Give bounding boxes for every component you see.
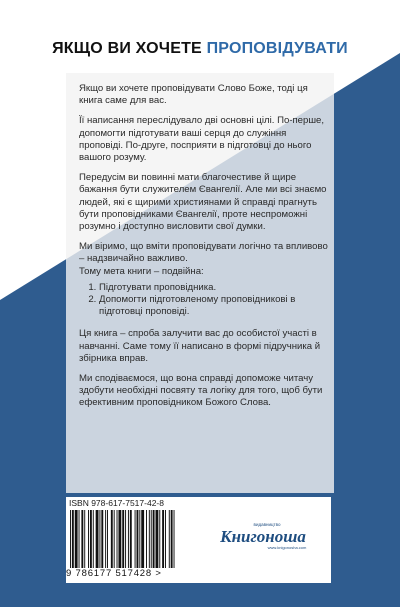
paragraph-purpose: Тому мета книги – подвійна: xyxy=(79,265,204,277)
paragraph-desire: Передусім ви повинні мати благочестиве й щире бажання бути служителем Євангелії. Але ми всі знаємо людей, які є щирими християнами й справді прагнуть бути проповідниками Євангелії, проте неспроможні розумно і доступно висловити свої думки. xyxy=(79,172,327,233)
cover-title xyxy=(0,40,400,58)
paragraph-intro: Якщо ви хочете проповідувати Слово Боже, тоді ця книга саме для вас. xyxy=(79,83,308,107)
description-text xyxy=(79,83,329,418)
isbn-label: ISBN 978-617-7517-42-8 xyxy=(69,498,164,508)
paragraph-importance: Ми віримо, що вміти проповідувати логічно та впливово – надзвичайно важливо. xyxy=(79,241,328,265)
publisher-tagline: видавництво xyxy=(253,522,281,527)
title-part-2: ПРОПОВІДУВАТИ xyxy=(206,40,348,57)
paragraph-hope: Ми сподіваємося, що вона справді допоможе читачу здобути необхідні посвяту та логіку для того, щоб бути ефективним проповідником Божого Слова. xyxy=(79,373,323,409)
title-part-1: ЯКЩО ВИ ХОЧЕТЕ xyxy=(52,40,207,57)
barcode-number: 9 786177 517428 > xyxy=(66,568,162,579)
publisher-url: www.knigonosha.com xyxy=(267,545,307,550)
list-item: 1. Підготувати проповідника. xyxy=(99,282,329,294)
goals-list xyxy=(79,282,329,319)
paragraph-goals: Її написання переслідувало дві основні цілі. По-перше, допомогти підготувати ваші серця до служіння проповіді. По-друге, посприяти в підготовці до нього вашого розуму. xyxy=(79,115,325,164)
publisher-logo xyxy=(209,517,317,553)
barcode-icon xyxy=(70,510,176,568)
paragraph-participation: Ця книга – спроба залучити вас до особистої участі в навчанні. Саме тому її написано в формі підручника й збірника вправ. xyxy=(79,328,321,364)
publisher-name: Книгоноша xyxy=(220,527,306,546)
list-item: 2. Допомогти підготовленому проповідникові в підготовці проповіді. xyxy=(99,294,329,318)
barcode-area xyxy=(66,497,331,583)
